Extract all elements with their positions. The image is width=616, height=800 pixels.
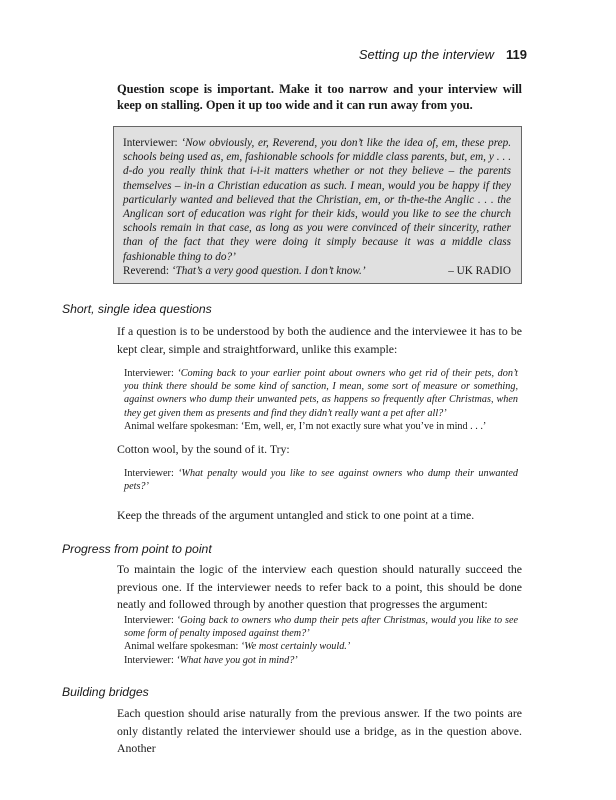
box-a-text: ‘That’s a very good question. I don’t know.’ bbox=[171, 264, 366, 277]
quote2-q-text: ‘What penalty would you like to see against owners who dump their unwanted pets?’ bbox=[124, 468, 519, 493]
section1-quote2 bbox=[124, 467, 518, 493]
quote2-q-speaker: Interviewer: bbox=[124, 468, 174, 479]
quote1-q-speaker: Interviewer: bbox=[124, 368, 174, 379]
quote1-q-text: ‘Coming back to your earlier point about owners who get rid of their pets, don’t you think there should be some kind of sanction, I mean, some sort of measure or something, against owners who dump their unwanted pets, as happens so frequently after Christmas, when they get given them as presents and find they didn’t really want a pet after all?’ bbox=[124, 368, 519, 419]
section-heading-short-questions: Short, single idea questions bbox=[62, 302, 212, 316]
section2-quote bbox=[124, 614, 518, 667]
page-number: 119 bbox=[506, 47, 527, 62]
quote3-l3-speaker: Interviewer: bbox=[124, 654, 174, 666]
quote1-a-speaker: Animal welfare spokesman: bbox=[124, 420, 239, 432]
tip-text: Question scope is important. Make it too narrow and your interview will keep on stalling. Open it up too wide and it can run away from you. bbox=[117, 82, 522, 112]
section3-para1: Each question should arise naturally from the previous answer. If the two points are only distantly related the interviewer should use a bridge, as in the question above. Another bbox=[117, 706, 522, 755]
quote3-l2-speaker: Animal welfare spokesman: bbox=[124, 641, 239, 653]
section-heading-bridges: Building bridges bbox=[62, 685, 149, 699]
box-q-speaker: Interviewer: bbox=[123, 137, 178, 149]
box-a-speaker: Reverend: bbox=[123, 264, 169, 277]
box-q-text: ‘Now obviously, er, Reverend, you don’t like the idea of, em, these prep. schools being used as, em, fashionable schools for middle class parents, but, em, y . . . d-do you really think that i-i-it matters whether or not they believe – the parents themselves – in-in a Christian education as such. I mean, would you be happy if they particularly wanted and believed that the Christian, em, or th-the-the Anglic . . . the Anglican sort of education was right for their kids, would you like to see the church schools remain in that case, as long as you were convinced of their sincerity, rather than of the fact that they were doing it simply because it was a middle class fashionable thing to do?’ bbox=[123, 137, 511, 263]
section-heading-progress: Progress from point to point bbox=[62, 542, 212, 556]
section2-para1: To maintain the logic of the interview each question should naturally succeed the previous one. If the interviewer needs to refer back to a point, this should be done neatly and followed through by another question that progresses the argument: bbox=[117, 562, 522, 611]
section1-para1: If a question is to be understood by both the audience and the interviewee it has to be kept clear, simple and straightforward, unlike this example: bbox=[117, 324, 522, 356]
example-box bbox=[113, 126, 522, 284]
section1-quote1 bbox=[124, 367, 518, 433]
box-question bbox=[123, 136, 511, 264]
box-source: – UK RADIO bbox=[448, 264, 511, 277]
running-header bbox=[0, 47, 527, 62]
quote3-l3-text: ‘What have you got in mind?’ bbox=[176, 654, 298, 666]
box-answer bbox=[123, 264, 511, 278]
running-title: Setting up the interview bbox=[358, 47, 495, 62]
quote3-l1-speaker: Interviewer: bbox=[124, 615, 174, 626]
quote3-l1-text: ‘Going back to owners who dump their pets after Christmas, would you like to see some form of penalty imposed against them?’ bbox=[124, 615, 519, 640]
section1-para2: Cotton wool, by the sound of it. Try: bbox=[117, 442, 290, 456]
section1-para3: Keep the threads of the argument untangled and stick to one point at a time. bbox=[117, 508, 475, 522]
quote3-l2-text: ‘We most certainly would.’ bbox=[240, 641, 351, 653]
quote1-a-text: ‘Em, well, er, I’m not exactly sure what you’ve in mind . . .’ bbox=[240, 420, 487, 432]
